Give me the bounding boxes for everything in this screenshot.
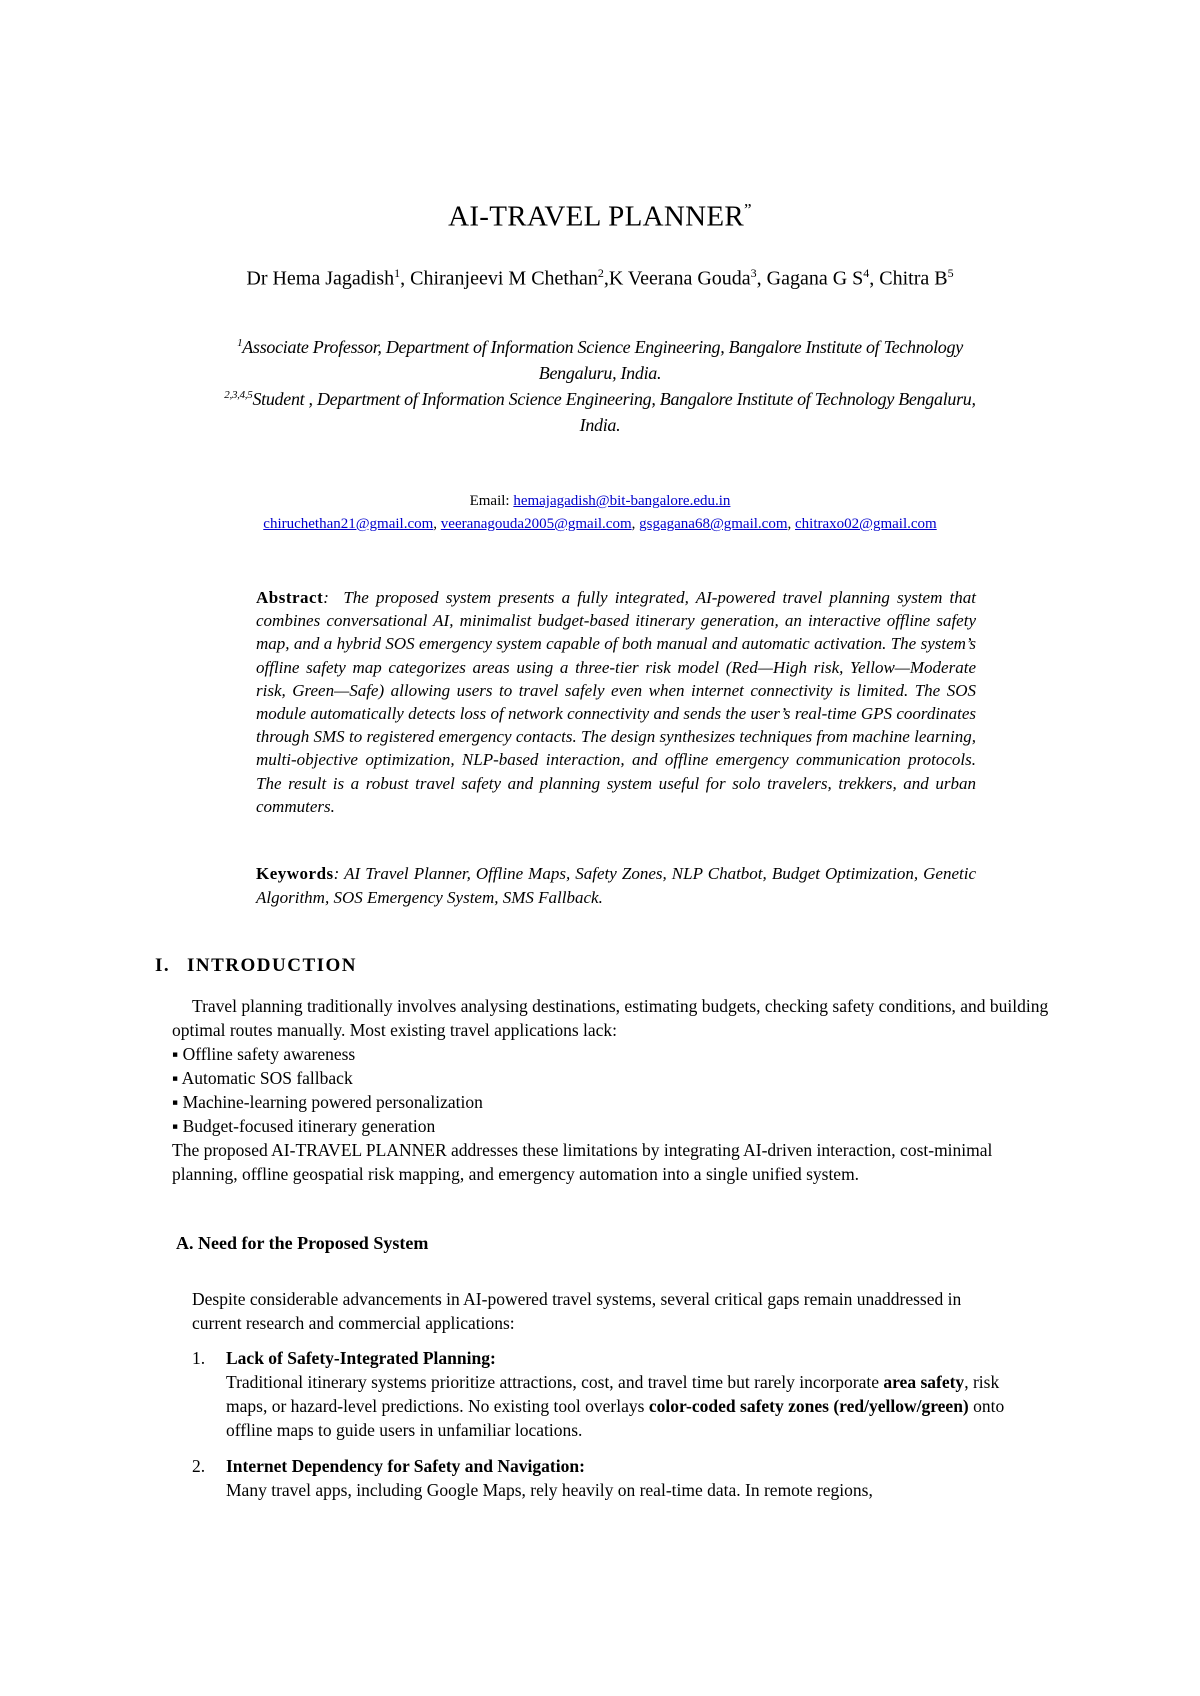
affiliation-sup: 1: [237, 337, 243, 349]
list-item: ▪ Machine-learning powered personalization: [172, 1092, 483, 1112]
body-text: Traditional itinerary systems prioritize attractions, cost, and travel time but rarely incorporate: [226, 1372, 884, 1392]
list-item: [192, 1346, 1032, 1442]
list-item: ▪ Budget-focused itinerary generation: [172, 1116, 436, 1136]
author-name: K Veerana Gouda: [608, 267, 751, 290]
author-sup: 3: [750, 266, 757, 280]
email-link[interactable]: gsgagana68@gmail.com: [639, 516, 788, 532]
body-text: Many travel apps, including Google Maps, rely heavily on real-time data. In remote regions,: [226, 1480, 873, 1500]
keywords-label: Keywords: [256, 864, 334, 883]
paper-title-text: AI-TRAVEL PLANNER: [448, 200, 745, 233]
list-item: [192, 1454, 1032, 1502]
section-title: INTRODUCTION: [187, 955, 358, 976]
abstract: Abstract: The proposed system presents a fully integrated, AI-powered travel planning system that combines conversational AI, minimalist budget-based itinerary generation, an interactive offline safety map, and a hybrid SOS emergency system capable of both manual and automatic activation. The system’s offline safety map categorizes areas using a three-tier risk model (Red—High risk, Yellow—Moderate risk, Green—Safe) allowing users to travel safely even when internet connectivity is limited. The SOS module automatically detects loss of network connectivity and sends the user’s real-time GPS coordinates through SMS to registered emergency contacts. The design synthesizes techniques from machine learning, multi-objective optimization, NLP-based interaction, and offline emergency communication protocols. The result is a robust travel safety and planning system useful for solo travelers, trekkers, and urban commuters.: [256, 588, 976, 816]
list-number: 2.: [192, 1456, 206, 1476]
body-bold-text: color-coded safety zones (red/yellow/green): [648, 1396, 969, 1416]
body-text: , risk maps, or hazard-level predictions. No existing tool overlays: [226, 1372, 1000, 1416]
list-item-title: Internet Dependency for Safety and Navigation:: [226, 1456, 585, 1476]
author-list: [0, 266, 1200, 291]
abstract-text: The proposed system presents a fully integrated, AI-powered travel planning system that combines conversational AI, minimalist budget-based itinerary generation, an interactive offline safety map, and a hybrid SOS emergency system capable of both manual and automatic activation. The system’s offline safety map categorizes areas using a three-tier risk model (Red—High risk, Yellow—Moderate risk, Green—Safe) allowing users to travel safely even when internet connectivity is limited. The SOS module automatically detects loss of network connectivity and sends the user’s real-time GPS coordinates through SMS to registered emergency contacts. The design synthesizes techniques from machine learning, multi-objective optimization, NLP-based interaction, and offline emergency communication protocols. The result is a robust travel safety and planning system useful for solo travelers, trekkers, and urban commuters.: [256, 588, 976, 816]
abstract-label: Abstract: [256, 588, 324, 607]
affiliation-line: Bengaluru, India.: [538, 363, 662, 383]
body-bold-text: area safety: [883, 1372, 965, 1392]
list-item-body: [226, 1478, 1032, 1502]
affiliation-1: [160, 330, 1040, 386]
list-item: ▪ Offline safety awareness: [172, 1044, 356, 1064]
paper-title-mark: ”: [744, 200, 752, 219]
list-item-title: Lack of Safety-Integrated Planning:: [226, 1348, 496, 1368]
introduction-body: [172, 994, 1052, 1186]
author-separator: ,: [400, 267, 411, 290]
section-number: I.: [155, 955, 171, 976]
list-item-body: [226, 1370, 1032, 1442]
author-sup: 4: [863, 266, 870, 280]
author-name: Gagana G S: [766, 267, 864, 290]
author-sup: 5: [947, 266, 954, 280]
email-link[interactable]: chitraxo02@gmail.com: [795, 516, 937, 532]
email-line-others: chiruchethan21@gmail.com, veeranagouda2005@gmail.com, gsgagana68@gmail.com, chitraxo02@gmail.com: [263, 516, 937, 532]
paper-title: [0, 200, 1200, 234]
need-paragraph: Despite considerable advancements in AI-powered travel systems, several critical gaps remain unaddressed in current research and commercial applications:: [192, 1289, 962, 1333]
author-name: Chiranjeevi M Chethan: [410, 267, 598, 290]
list-item: ▪ Automatic SOS fallback: [172, 1068, 353, 1088]
author-separator: ,: [603, 267, 609, 290]
author-sup: 1: [394, 266, 401, 280]
affiliation-line: India.: [579, 415, 621, 435]
author-sup: 2: [597, 266, 604, 280]
author-name: Dr Hema Jagadish: [246, 267, 395, 290]
email-link[interactable]: veeranagouda2005@gmail.com: [440, 516, 632, 532]
affiliation-2: [160, 382, 1040, 438]
email-label: Email:: [469, 493, 514, 509]
email-block: [0, 490, 1200, 536]
affiliation-sup: 2,3,4,5: [224, 389, 253, 401]
keywords-text: AI Travel Planner, Offline Maps, Safety Zones, NLP Chatbot, Budget Optimization, Genetic Algorithm, SOS Emergency System, SMS Fallback.: [256, 864, 976, 907]
intro-paragraph: Travel planning traditionally involves analysing destinations, estimating budgets, checking safety conditions, and building optimal routes manually. Most existing travel applications lack:: [172, 996, 1049, 1040]
need-list: [192, 1346, 1032, 1514]
affiliation-line: Associate Professor, Department of Information Science Engineering, Bangalore Institute of Technology: [242, 337, 963, 357]
email-line-primary: [0, 490, 1200, 513]
keywords: Keywords: AI Travel Planner, Offline Maps, Safety Zones, NLP Chatbot, Budget Optimization, Genetic Algorithm, SOS Emergency System, SMS Fallback.: [256, 864, 976, 907]
affiliation-line: Student , Department of Information Science Engineering, Bangalore Institute of Technology Bengaluru,: [252, 389, 976, 409]
author-separator: ,: [869, 267, 880, 290]
body-text: onto offline maps to guide users in unfamiliar locations.: [226, 1396, 1005, 1440]
intro-bullet-list: [172, 1042, 1052, 1138]
email-link[interactable]: hemajagadish@bit-bangalore.edu.in: [513, 493, 731, 509]
author-separator: ,: [756, 267, 767, 290]
email-link[interactable]: chiruchethan21@gmail.com: [263, 516, 434, 532]
subsection-heading-need: A. Need for the Proposed System: [176, 1233, 429, 1253]
author-name: Chitra B: [879, 267, 948, 290]
section-heading-introduction: [155, 955, 357, 977]
list-number: 1.: [192, 1348, 206, 1368]
intro-paragraph: The proposed AI-TRAVEL PLANNER addresses these limitations by integrating AI-driven interaction, cost-minimal planning, offline geospatial risk mapping, and emergency automation into a single unified system.: [172, 1140, 993, 1184]
